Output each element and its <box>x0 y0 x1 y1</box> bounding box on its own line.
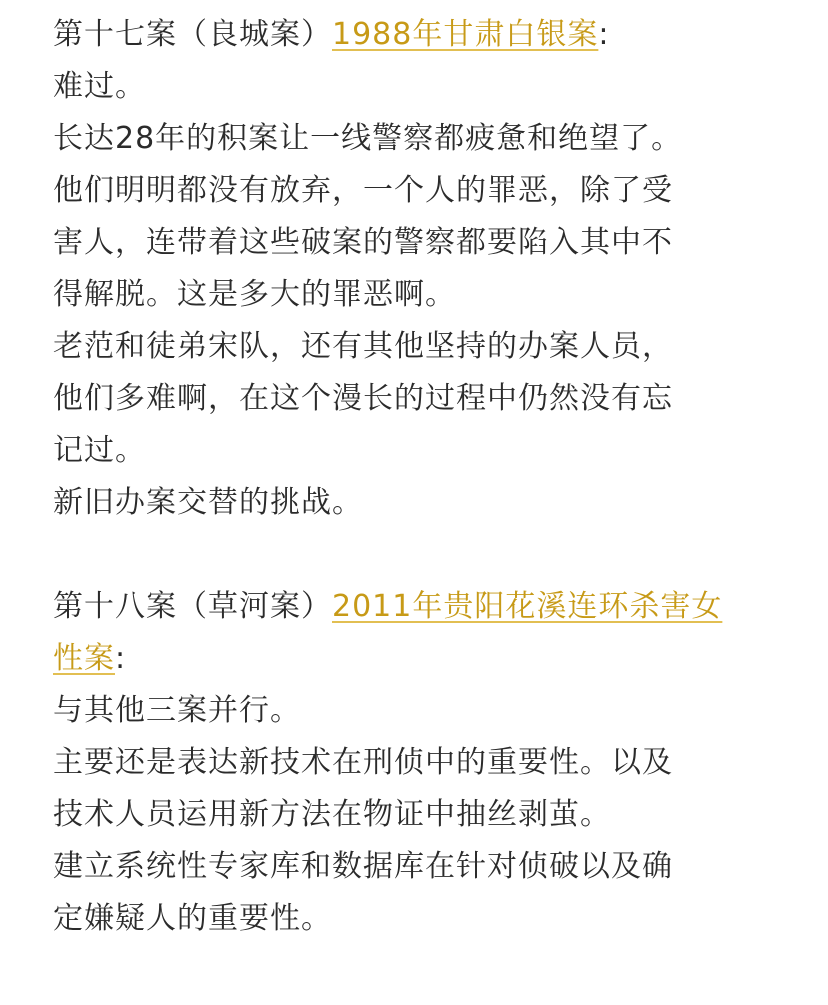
case17-line: 他们多难啊，在这个漫长的过程中仍然没有忘 <box>53 381 673 416</box>
case18-heading-cont <box>53 633 773 685</box>
case17-line: 得解脱。这是多大的罪恶啊。 <box>53 277 456 312</box>
case18-line: 建立系统性专家库和数据库在针对侦破以及确 <box>53 849 673 884</box>
paragraph-gap <box>53 529 773 581</box>
case18-heading <box>53 581 773 633</box>
case17-line: 新旧办案交替的挑战。 <box>53 485 363 520</box>
case17-line: 记过。 <box>53 433 146 468</box>
case17-prefix: 第十七案（良城案） <box>53 17 332 52</box>
article-text <box>53 9 773 945</box>
case18-line: 定嫌疑人的重要性。 <box>53 901 332 936</box>
case17-line: 老范和徒弟宋队，还有其他坚持的办案人员， <box>53 329 673 364</box>
case17-line: 他们明明都没有放弃，一个人的罪恶，除了受 <box>53 173 673 208</box>
case18-line: 与其他三案并行。 <box>53 693 301 728</box>
case18-line: 主要还是表达新技术在刑侦中的重要性。以及 <box>53 745 673 780</box>
case18-link-part1[interactable]: 2011年贵阳花溪连环杀害女 <box>332 589 723 624</box>
case17-line: 长达28年的积案让一线警察都疲惫和绝望了。 <box>53 121 683 156</box>
case18-link-part2[interactable]: 性案 <box>53 641 115 676</box>
case18-line: 技术人员运用新方法在物证中抽丝剥茧。 <box>53 797 611 832</box>
case17-suffix: : <box>598 17 610 52</box>
case18-prefix: 第十八案（草河案） <box>53 589 332 624</box>
case17-line: 害人，连带着这些破案的警察都要陷入其中不 <box>53 225 673 260</box>
case17-heading <box>53 9 773 61</box>
case17-line: 难过。 <box>53 69 146 104</box>
case18-suffix: : <box>115 641 127 676</box>
case17-link[interactable]: 1988年甘肃白银案 <box>332 17 599 52</box>
